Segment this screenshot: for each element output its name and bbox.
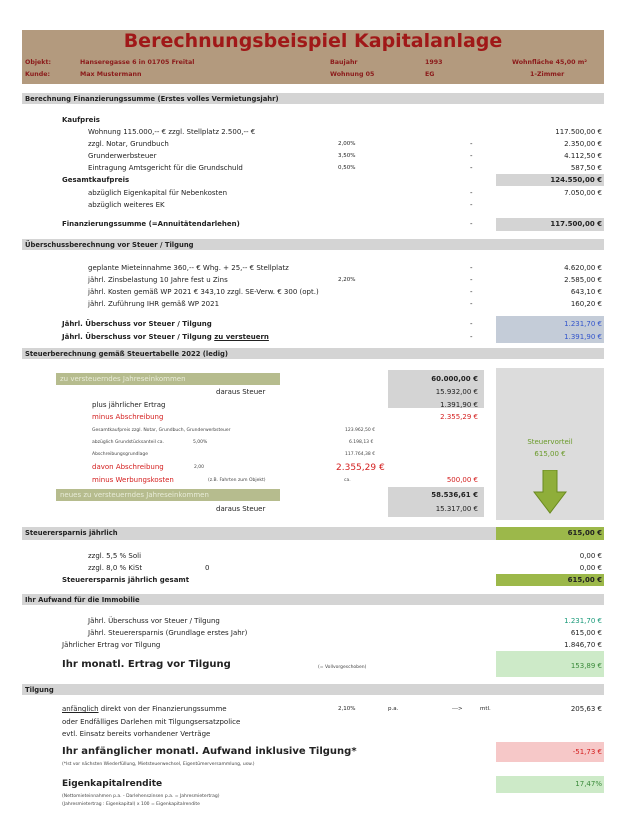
- row-label: Jährlicher Ertrag vor Tilgung: [62, 641, 161, 649]
- tilgung-pa: p.a.: [388, 706, 399, 712]
- plus-label: plus jährlicher Ertrag: [92, 401, 166, 409]
- tilgung-percent: 2,10%: [338, 706, 356, 712]
- steuer2-label: daraus Steuer: [216, 505, 266, 513]
- ek-rendite-label: Eigenkapitalrendite: [62, 779, 163, 789]
- row-label: jährl. Zuführung IHR gemäß WP 2021: [88, 300, 220, 308]
- row-percent: 2,00%: [338, 141, 356, 147]
- kist-label: zzgl. 8,0 % KiSt: [88, 564, 143, 572]
- dash: -: [470, 164, 473, 172]
- tilgung-vertraege-label: evtl. Einsatz bereits vorhandener Verträge: [62, 730, 211, 738]
- row-label: abzüglich weiteres EK: [88, 201, 165, 209]
- ueberschuss-value: 1.231,70 €: [564, 320, 602, 328]
- tilgung-mtl: mtl.: [480, 706, 491, 712]
- detail-label: Abschreibungsgrundlage: [92, 452, 149, 457]
- row-percent: 0,50%: [338, 165, 356, 171]
- kunde-label: Kunde:: [25, 71, 51, 78]
- minus-value: 2.355,29 €: [440, 413, 478, 421]
- baujahr-value: 1993: [425, 59, 443, 66]
- zve-value: 60.000,00 €: [431, 375, 478, 383]
- aufwand-note: (*Ist vor nächsten Wiederfüllung, Mietsteuerwechsel, Eigentümerversammlung, usw.): [62, 762, 255, 767]
- row-label: Jährl. Überschuss vor Steuer / Tilgung: [88, 617, 220, 625]
- kaufpreis-heading: Kaufpreis: [62, 116, 100, 124]
- dash: -: [470, 288, 473, 296]
- row-value: 643,10 €: [570, 288, 602, 296]
- zve-label: zu versteuerndes Jahreseinkommen: [60, 375, 186, 383]
- monat-ertrag-value: 153,89 €: [570, 662, 602, 670]
- dash: -: [470, 189, 473, 197]
- row-percent: 3,50%: [338, 153, 356, 159]
- afa-value: 2.355,29 €: [336, 463, 385, 473]
- aufwand-label: Ihr anfänglicher monatl. Aufwand inklusive Tilgung*: [62, 746, 357, 757]
- wk-label: minus Werbungskosten: [92, 476, 174, 484]
- row-value: 1.846,70 €: [564, 641, 602, 649]
- steuervorteil-label: Steuervorteil: [527, 438, 573, 446]
- zimmer: 1-Zimmer: [530, 71, 565, 78]
- steuerersparnis-gesamt-value: 615,00 €: [567, 576, 602, 584]
- dash: -: [470, 152, 473, 160]
- row-label: Eintragung Amtsgericht für die Grundschuld: [88, 164, 243, 172]
- kunde-value: Max Mustermann: [80, 71, 142, 78]
- steuer1-value: 15.932,00 €: [435, 388, 478, 396]
- dash: -: [470, 201, 473, 209]
- dash: -: [470, 320, 473, 328]
- detail-value: 6.198,13 €: [349, 440, 374, 445]
- label-part: Jährl. Überschuss vor Steuer / Tilgung: [62, 333, 215, 341]
- dash: -: [470, 276, 473, 284]
- detail-value: 117.764,38 €: [345, 452, 376, 457]
- wohnflaeche: Wohnfläche 45,00 m²: [512, 59, 588, 66]
- steuerersparnis-value: 615,00 €: [567, 529, 602, 537]
- row-value: 117.500,00 €: [555, 128, 602, 136]
- aufwand-value: -51,73 €: [572, 748, 602, 756]
- afa-percent: 2,00: [194, 465, 205, 470]
- soli-label: zzgl. 5,5 % Soli: [88, 552, 142, 560]
- ueberschuss-label: Jährl. Überschuss vor Steuer / Tilgung: [62, 320, 212, 328]
- row-value: 587,50 €: [570, 164, 602, 172]
- row-label: Wohnung 115.000,-- € zzgl. Stellplatz 2.500,-- €: [88, 128, 256, 136]
- monat-ertrag-label: Ihr monatl. Ertrag vor Tilgung: [62, 659, 231, 670]
- label-part: direkt von der Finanzierungssumme: [98, 705, 227, 713]
- kist-value: 0,00 €: [579, 564, 602, 572]
- section-ueberschuss-title: Überschussberechnung vor Steuer / Tilgung: [22, 239, 604, 250]
- ueberschuss-versteuern-value: 1.391,90 €: [564, 333, 602, 341]
- tilgung-arrow: --->: [452, 706, 463, 712]
- row-label: Grunderwerbsteuer: [88, 152, 157, 160]
- wohnung: Wohnung 05: [330, 71, 375, 78]
- plus-value: 1.391,90 €: [440, 401, 478, 409]
- soli-value: 0,00 €: [579, 552, 602, 560]
- dash: -: [470, 220, 473, 228]
- ek-rendite-value: 17,47%: [575, 780, 602, 788]
- baujahr-label: Baujahr: [330, 59, 358, 66]
- wk-value: 500,00 €: [446, 476, 478, 484]
- row-value: 1.231,70 €: [564, 617, 602, 625]
- section-tilgung-title: Tilgung: [22, 684, 604, 695]
- detail-label: Gesamtkaufpreis zzgl. Notar, Grundbuch, Grunderwerbsteuer: [92, 428, 231, 433]
- row-value: 2.585,00 €: [564, 276, 602, 284]
- objekt-label: Objekt:: [25, 59, 52, 66]
- monat-ertrag-note: (= Vollvorgeschoben): [318, 665, 367, 670]
- detail-label: abzüglich Grundstücksanteil ca.: [92, 440, 164, 445]
- row-label: zzgl. Notar, Grundbuch: [88, 140, 169, 148]
- row-label: abzüglich Eigenkapital für Nebenkosten: [88, 189, 228, 197]
- ek-note1: (Nettomieteinnahmen p.a. - Darlehenszinsen p.a. = Jahresmietertrag): [62, 794, 220, 799]
- page-title: Berechnungsbeispiel Kapitalanlage: [123, 30, 503, 52]
- label-underlined: zu versteuern: [214, 333, 269, 341]
- steuer2-value: 15.317,00 €: [435, 505, 478, 513]
- detail-value: 123.962,50 €: [345, 428, 376, 433]
- steuervorteil-value: 615,00 €: [534, 450, 566, 458]
- row-value: 2.350,00 €: [564, 140, 602, 148]
- tilgung-row-label: [62, 705, 227, 713]
- row-value: 4.620,00 €: [564, 264, 602, 272]
- section-steuer-title: Steuerberechnung gemäß Steuertabelle 2022 (ledig): [22, 348, 604, 359]
- neu-label: neues zu versteuerndes Jahreseinkommen: [60, 491, 209, 499]
- section-steuerersparnis-title: Steuerersparnis jährlich: [22, 527, 604, 540]
- row-label: geplante Mieteinnahme 360,-- € Whg. + 25,-- € Stellplatz: [88, 264, 289, 272]
- finanzierungssumme-value: 117.500,00 €: [550, 220, 602, 228]
- label-underlined: anfänglich: [62, 705, 99, 713]
- row-label: jährl. Kosten gemäß WP 2021 € 343,10 zzgl. SE-Verw. € 300 (opt.): [88, 288, 319, 296]
- ueberschuss-versteuern-label: [62, 333, 269, 341]
- row-label: jährl. Zinsbelastung 10 Jahre fest u Zins: [88, 276, 228, 284]
- ek-note2: (Jahresmietertrag : Eigenkapital) x 100 = Eigenkapitalrendite: [62, 802, 200, 807]
- wk-note: (z.B. Fahrten zum Objekt): [208, 478, 266, 483]
- tilgung-value: 205,63 €: [570, 705, 602, 713]
- afa-label: davon Abschreibung: [92, 463, 164, 471]
- gesamtkaufpreis-label: Gesamtkaufpreis: [62, 176, 130, 184]
- minus-label: minus Abschreibung: [92, 413, 164, 421]
- row-value: 615,00 €: [570, 629, 602, 637]
- steuerersparnis-gesamt-label: Steuerersparnis jährlich gesamt: [62, 576, 190, 584]
- wk-ca: ca.: [344, 478, 351, 483]
- kist-zero: 0: [205, 564, 210, 572]
- row-value: 160,20 €: [570, 300, 602, 308]
- row-percent: 2,20%: [338, 277, 356, 283]
- detail-percent: 5,00%: [193, 440, 208, 445]
- dash: -: [470, 140, 473, 148]
- dash: -: [470, 300, 473, 308]
- gesamtkaufpreis-value: 124.550,00 €: [550, 176, 602, 184]
- neu-value: 58.536,61 €: [431, 491, 478, 499]
- row-value: 4.112,50 €: [564, 152, 602, 160]
- row-label: Jährl. Steuerersparnis (Grundlage erstes Jahr): [88, 629, 248, 637]
- dash: -: [470, 264, 473, 272]
- dash: -: [470, 333, 473, 341]
- etage: EG: [425, 71, 435, 78]
- section-finanzierung-title: Berechnung Finanzierungssumme (Erstes volles Vermietungsjahr): [22, 93, 604, 104]
- section-aufwand-title: Ihr Aufwand für die Immobilie: [22, 594, 604, 605]
- arrow-down-icon: [533, 470, 567, 514]
- tilgung-alt-label: oder Endfälliges Darlehen mit Tilgungsersatzpolice: [62, 718, 241, 726]
- finanzierungssumme-label: Finanzierungssumme (=Annuitätendarlehen): [62, 220, 240, 228]
- objekt-value: Hanseregasse 6 in 01705 Freital: [80, 59, 195, 66]
- steuer1-label: daraus Steuer: [216, 388, 266, 396]
- row-value: 7.050,00 €: [564, 189, 602, 197]
